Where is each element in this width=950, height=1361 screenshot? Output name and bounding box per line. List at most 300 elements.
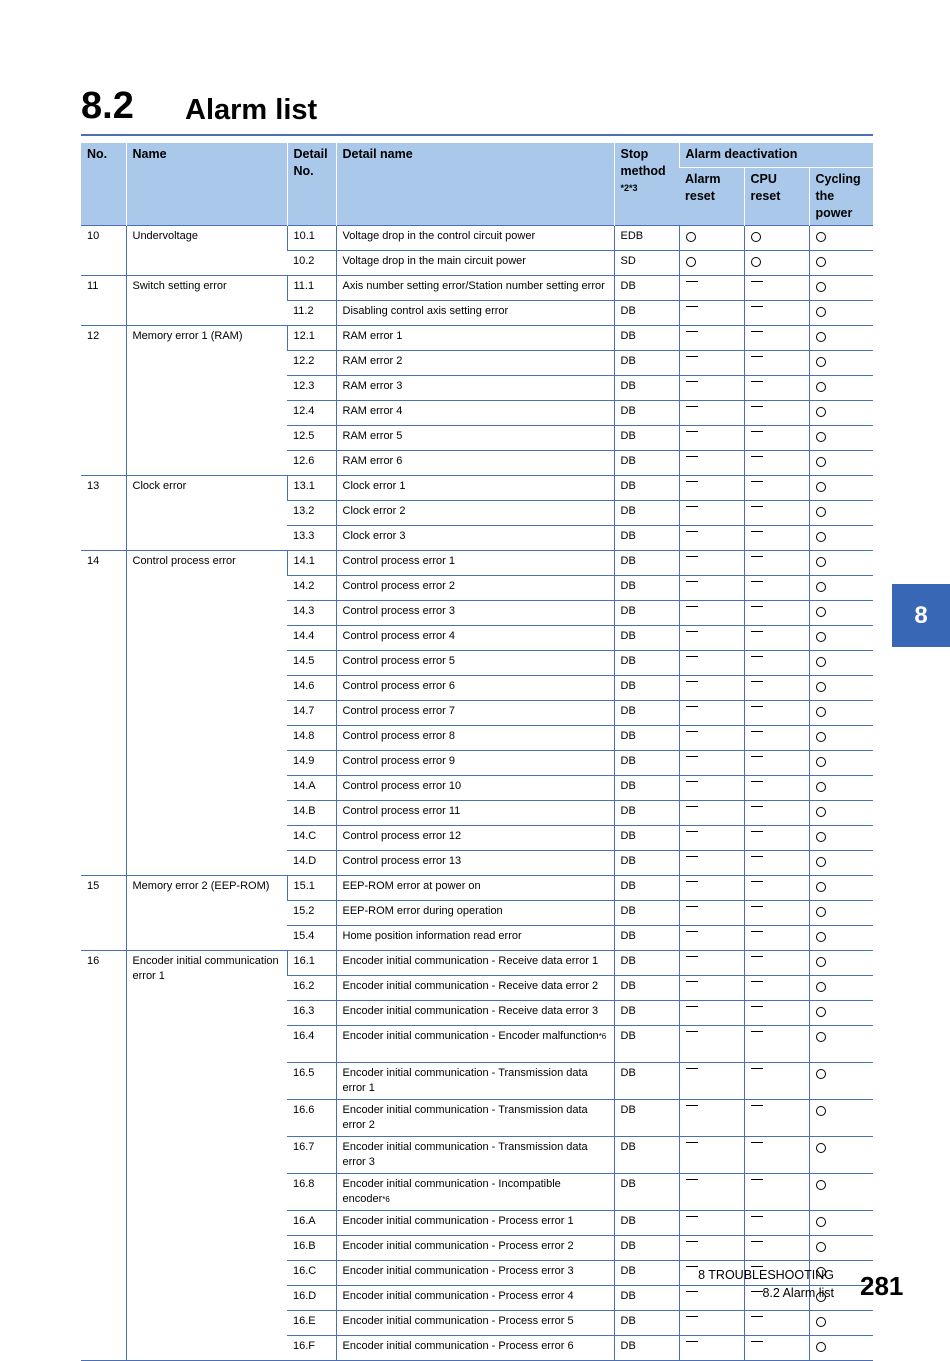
cpu-reset-cell [744,450,809,475]
cycling-power-cell [809,425,873,450]
cpu-reset-dash-mark [751,381,763,382]
cpu-reset-cell [744,825,809,850]
detail-no-cell: 13.3 [287,525,336,550]
alarm-no-cell: 12 [81,325,126,475]
cycling-power-cell [809,750,873,775]
alarm-reset-cell [679,900,744,925]
alarm-reset-dash-mark [686,1291,698,1292]
detail-name-cell [336,1136,614,1173]
cycling-power-circle-mark [816,832,826,842]
detail-no-cell: 16.3 [287,1000,336,1025]
detail-no-cell: 16.F [287,1335,336,1360]
cpu-reset-dash-mark [751,456,763,457]
detail-name-cell [336,925,614,950]
alarm-reset-cell [679,1000,744,1025]
cycling-power-circle-mark [816,1317,826,1327]
detail-no-cell: 10.1 [287,225,336,250]
alarm-reset-cell [679,250,744,275]
detail-no-cell: 15.4 [287,925,336,950]
detail-name-cell [336,700,614,725]
detail-name-text: RAM error 2 [342,354,403,367]
cpu-reset-dash-mark [751,706,763,707]
alarm-reset-dash-mark [686,1266,698,1267]
detail-name-text: Control process error 3 [342,604,455,617]
cpu-reset-cell [744,600,809,625]
section-heading: Alarm list [185,94,318,126]
header-detail-no: Detail No. [287,143,336,225]
cycling-power-cell [809,1335,873,1360]
alarm-reset-cell [679,1210,744,1235]
detail-name-text: Encoder initial communication - Process error 5 [342,1314,574,1327]
detail-name-cell [336,850,614,875]
detail-name-cell [336,900,614,925]
cycling-power-circle-mark [816,232,826,242]
detail-name-text: Control process error 6 [342,679,455,692]
cycling-power-circle-mark [816,882,826,892]
detail-name-cell [336,975,614,1000]
alarm-reset-dash-mark [686,406,698,407]
detail-name-text: Disabling control axis setting error [342,304,509,317]
stop-method-cell: DB [614,400,679,425]
detail-no-cell: 16.2 [287,975,336,1000]
cycling-power-circle-mark [816,1106,826,1116]
stop-method-cell: DB [614,725,679,750]
detail-name-text: Control process error 10 [342,779,462,792]
stop-method-cell: DB [614,750,679,775]
detail-no-cell: 11.2 [287,300,336,325]
detail-no-cell: 14.2 [287,575,336,600]
cpu-reset-dash-mark [751,306,763,307]
detail-name-text: Control process error 9 [342,754,455,767]
cycling-power-cell [809,350,873,375]
cycling-power-cell [809,1025,873,1062]
cycling-power-circle-mark [816,1032,826,1042]
cpu-reset-dash-mark [751,606,763,607]
alarm-reset-cell [679,400,744,425]
detail-no-cell: 14.5 [287,650,336,675]
cpu-reset-dash-mark [751,481,763,482]
cpu-reset-dash-mark [751,906,763,907]
detail-name-cell [336,1285,614,1310]
alarm-reset-dash-mark [686,556,698,557]
alarm-reset-cell [679,425,744,450]
table-row [81,225,873,250]
stop-method-cell: DB [614,775,679,800]
detail-no-cell: 14.1 [287,550,336,575]
alarm-reset-cell [679,675,744,700]
cycling-power-circle-mark [816,582,826,592]
detail-no-cell: 14.8 [287,725,336,750]
alarm-reset-dash-mark [686,431,698,432]
cpu-reset-dash-mark [751,631,763,632]
cycling-power-cell [809,775,873,800]
cycling-power-circle-mark [816,1180,826,1190]
alarm-reset-cell [679,1335,744,1360]
cpu-reset-cell [744,425,809,450]
alarm-reset-cell [679,825,744,850]
cpu-reset-dash-mark [751,981,763,982]
cpu-reset-cell [744,1235,809,1260]
stop-method-cell: DB [614,350,679,375]
cpu-reset-cell [744,1099,809,1136]
detail-name-cell [336,1099,614,1136]
detail-no-cell: 16.4 [287,1025,336,1062]
stop-method-cell: DB [614,925,679,950]
detail-name-cell [336,350,614,375]
alarm-reset-dash-mark [686,281,698,282]
cpu-reset-dash-mark [751,506,763,507]
cpu-reset-cell [744,900,809,925]
alarm-reset-cell [679,1025,744,1062]
header-name: Name [126,143,287,225]
cpu-reset-cell [744,925,809,950]
cpu-reset-dash-mark [751,831,763,832]
cpu-reset-cell [744,875,809,900]
section-number: 8.2 [81,85,134,127]
alarm-reset-cell [679,300,744,325]
stop-method-cell: DB [614,800,679,825]
header-cycling-power: Cycling the power [809,167,873,225]
alarm-reset-dash-mark [686,1105,698,1106]
alarm-reset-dash-mark [686,1031,698,1032]
cpu-reset-dash-mark [751,1068,763,1069]
cycling-power-cell [809,550,873,575]
detail-no-cell: 12.3 [287,375,336,400]
cpu-reset-dash-mark [751,356,763,357]
cycling-power-cell [809,1062,873,1099]
detail-name-cell [336,775,614,800]
cycling-power-circle-mark [816,807,826,817]
detail-no-cell: 16.7 [287,1136,336,1173]
detail-name-text: Encoder initial communication - Process error 3 [342,1264,574,1277]
stop-method-cell: DB [614,450,679,475]
detail-name-cell [336,625,614,650]
cycling-power-circle-mark [816,482,826,492]
detail-no-cell: 14.A [287,775,336,800]
cycling-power-cell [809,825,873,850]
cycling-power-circle-mark [816,307,826,317]
cpu-reset-cell [744,400,809,425]
cycling-power-cell [809,800,873,825]
alarm-reset-dash-mark [686,956,698,957]
cycling-power-cell [809,375,873,400]
alarm-reset-dash-mark [686,381,698,382]
alarm-reset-cell [679,650,744,675]
stop-method-cell: DB [614,650,679,675]
alarm-reset-cell [679,275,744,300]
detail-name-cell [336,550,614,575]
cycling-power-cell [809,325,873,350]
detail-name-cell [336,1335,614,1360]
cycling-power-circle-mark [816,357,826,367]
stop-method-cell: DB [614,300,679,325]
cpu-reset-cell [744,375,809,400]
cycling-power-circle-mark [816,507,826,517]
cycling-power-cell [809,850,873,875]
cycling-power-cell [809,650,873,675]
chapter-tab[interactable]: 8 [892,584,950,647]
header-stop-method [614,143,679,225]
detail-no-cell: 14.9 [287,750,336,775]
alarm-no-cell: 14 [81,550,126,875]
alarm-reset-cell [679,750,744,775]
cpu-reset-cell [744,300,809,325]
alarm-reset-dash-mark [686,1341,698,1342]
cycling-power-cell [809,875,873,900]
cycling-power-cell [809,275,873,300]
alarm-name-cell: Control process error [126,550,287,875]
detail-name-cell [336,725,614,750]
alarm-name-cell: Undervoltage [126,225,287,275]
detail-no-cell: 14.D [287,850,336,875]
stop-method-cell: DB [614,375,679,400]
detail-name-text: Clock error 2 [342,504,406,517]
detail-name-cell [336,375,614,400]
alarm-reset-cell [679,1310,744,1335]
cpu-reset-cell [744,1210,809,1235]
detail-no-cell: 12.5 [287,425,336,450]
alarm-reset-cell [679,1062,744,1099]
stop-method-cell: DB [614,900,679,925]
cycling-power-cell [809,950,873,975]
detail-name-text: Home position information read error [342,929,522,942]
cycling-power-circle-mark [816,1007,826,1017]
alarm-reset-dash-mark [686,306,698,307]
alarm-reset-dash-mark [686,331,698,332]
stop-method-cell: DB [614,1310,679,1335]
stop-method-cell: DB [614,850,679,875]
alarm-reset-dash-mark [686,906,698,907]
cycling-power-cell [809,1000,873,1025]
cycling-power-circle-mark [816,607,826,617]
alarm-reset-dash-mark [686,806,698,807]
cpu-reset-dash-mark [751,431,763,432]
alarm-reset-dash-mark [686,1068,698,1069]
detail-name-cell [336,400,614,425]
alarm-reset-cell [679,225,744,250]
detail-no-cell: 16.B [287,1235,336,1260]
alarm-reset-cell [679,700,744,725]
cycling-power-circle-mark [816,957,826,967]
detail-name-cell [336,1000,614,1025]
detail-name-cell [336,250,614,275]
cpu-reset-dash-mark [751,281,763,282]
alarm-reset-dash-mark [686,506,698,507]
detail-name-cell [336,800,614,825]
cycling-power-cell [809,1210,873,1235]
cpu-reset-cell [744,1335,809,1360]
detail-no-cell: 16.E [287,1310,336,1335]
cpu-reset-dash-mark [751,531,763,532]
cpu-reset-dash-mark [751,1241,763,1242]
detail-name-text: RAM error 4 [342,404,403,417]
detail-name-text: Axis number setting error/Station number setting error [342,279,605,292]
detail-no-cell: 12.2 [287,350,336,375]
alarm-table [81,143,873,1361]
alarm-reset-cell [679,925,744,950]
detail-name-text: Control process error 5 [342,654,455,667]
alarm-reset-cell [679,625,744,650]
alarm-reset-dash-mark [686,831,698,832]
cpu-reset-dash-mark [751,1031,763,1032]
cycling-power-cell [809,900,873,925]
detail-name-cell [336,650,614,675]
detail-no-cell: 13.2 [287,500,336,525]
stop-method-cell: DB [614,1335,679,1360]
cycling-power-circle-mark [816,282,826,292]
cpu-reset-dash-mark [751,781,763,782]
cpu-reset-dash-mark [751,756,763,757]
footer-chapter: 8 TROUBLESHOOTING [698,1268,834,1282]
alarm-reset-cell [679,1235,744,1260]
cycling-power-circle-mark [816,557,826,567]
stop-method-cell: DB [614,675,679,700]
cycling-power-circle-mark [816,757,826,767]
cycling-power-circle-mark [816,457,826,467]
cycling-power-circle-mark [816,407,826,417]
detail-no-cell: 13.1 [287,475,336,500]
detail-no-cell: 16.1 [287,950,336,975]
cpu-reset-dash-mark [751,1006,763,1007]
detail-name-text: Encoder initial communication - Transmission data error 1 [342,1066,588,1094]
detail-name-text: RAM error 5 [342,429,403,442]
detail-name-text: EEP-ROM error at power on [342,879,481,892]
alarm-reset-dash-mark [686,881,698,882]
alarm-reset-dash-mark [686,531,698,532]
cpu-reset-dash-mark [751,331,763,332]
detail-name-text: Voltage drop in the control circuit power [342,229,536,242]
table-body [81,225,873,1360]
cycling-power-cell [809,400,873,425]
alarm-reset-cell [679,850,744,875]
cpu-reset-dash-mark [751,931,763,932]
alarm-reset-cell [679,950,744,975]
detail-name-cell [336,450,614,475]
detail-no-cell: 14.7 [287,700,336,725]
alarm-reset-dash-mark [686,581,698,582]
cpu-reset-dash-mark [751,406,763,407]
alarm-name-cell: Memory error 1 (RAM) [126,325,287,475]
detail-no-cell: 15.1 [287,875,336,900]
detail-no-cell: 14.B [287,800,336,825]
cycling-power-cell [809,250,873,275]
detail-name-text: Control process error 11 [342,804,461,817]
cpu-reset-dash-mark [751,681,763,682]
cpu-reset-cell [744,325,809,350]
detail-name-cell [336,575,614,600]
alarm-reset-cell [679,800,744,825]
cpu-reset-dash-mark [751,581,763,582]
footnote-ref: *6 [598,1031,607,1041]
cpu-reset-dash-mark [751,731,763,732]
header-stop-method-note: *2*3 [620,183,638,193]
alarm-reset-dash-mark [686,456,698,457]
detail-name-text: Clock error 3 [342,529,406,542]
cpu-reset-dash-mark [751,1316,763,1317]
detail-name-text: Control process error 1 [342,554,455,567]
alarm-reset-cell [679,775,744,800]
header-cpu-reset: CPU reset [744,167,809,225]
alarm-reset-dash-mark [686,856,698,857]
cpu-reset-cell [744,950,809,975]
cpu-reset-cell [744,500,809,525]
cpu-reset-cell [744,850,809,875]
header-detail-name: Detail name [336,143,614,225]
detail-name-cell [336,500,614,525]
table-row [81,875,873,900]
detail-name-text: Encoder initial communication - Process error 4 [342,1289,574,1302]
detail-name-cell [336,600,614,625]
cpu-reset-dash-mark [751,556,763,557]
detail-name-text: Encoder initial communication - Process error 2 [342,1239,574,1252]
detail-no-cell: 16.6 [287,1099,336,1136]
cycling-power-cell [809,1310,873,1335]
detail-name-text: Encoder initial communication - Receive data error 2 [342,979,599,992]
cycling-power-circle-mark [816,632,826,642]
detail-name-cell [336,1062,614,1099]
alarm-reset-circle-mark [686,232,696,242]
stop-method-cell: DB [614,950,679,975]
cpu-reset-dash-mark [751,856,763,857]
cycling-power-cell [809,300,873,325]
cycling-power-cell [809,1173,873,1210]
cpu-reset-dash-mark [751,1341,763,1342]
stop-method-cell: DB [614,525,679,550]
cycling-power-circle-mark [816,707,826,717]
cpu-reset-cell [744,250,809,275]
alarm-no-cell: 15 [81,875,126,950]
detail-name-text: EEP-ROM error during operation [342,904,503,917]
detail-name-cell [336,525,614,550]
detail-name-cell [336,1310,614,1335]
stop-method-cell: DB [614,1235,679,1260]
stop-method-cell: DB [614,500,679,525]
detail-name-text: Control process error 2 [342,579,455,592]
cpu-reset-cell [744,700,809,725]
cpu-reset-cell [744,1173,809,1210]
footer-section: 8.2 Alarm list [762,1286,834,1300]
cpu-reset-cell [744,650,809,675]
cycling-power-cell [809,1235,873,1260]
stop-method-cell: DB [614,475,679,500]
alarm-reset-dash-mark [686,781,698,782]
cpu-reset-cell [744,775,809,800]
alarm-name-cell: Memory error 2 (EEP-ROM) [126,875,287,950]
footnote-ref: *6 [382,1194,390,1204]
alarm-reset-dash-mark [686,731,698,732]
cpu-reset-cell [744,225,809,250]
detail-name-cell [336,825,614,850]
detail-no-cell: 14.4 [287,625,336,650]
detail-name-text: Clock error 1 [342,479,406,492]
detail-name-text: Voltage drop in the main circuit power [342,254,526,267]
detail-no-cell: 10.2 [287,250,336,275]
cpu-reset-cell [744,275,809,300]
detail-name-text: Encoder initial communication - Process error 1 [342,1214,574,1227]
detail-name-cell [336,325,614,350]
detail-name-text: Control process error 8 [342,729,455,742]
detail-name-text: Encoder initial communication - Encoder malfunction [342,1029,599,1042]
section-title [81,82,873,136]
alarm-name-cell: Encoder initial communication error 1 [126,950,287,1360]
cpu-reset-cell [744,475,809,500]
alarm-reset-dash-mark [686,681,698,682]
table-row [81,325,873,350]
detail-name-text: Control process error 13 [342,854,462,867]
detail-name-text: RAM error 6 [342,454,403,467]
detail-name-text: RAM error 3 [342,379,403,392]
cpu-reset-cell [744,625,809,650]
